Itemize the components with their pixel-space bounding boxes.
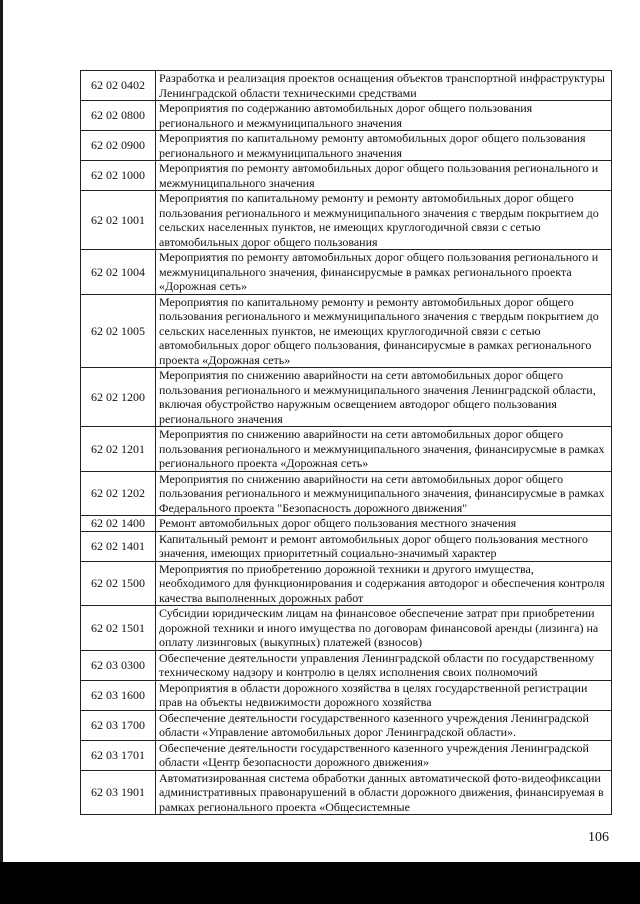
row-code: 62 03 1701: [81, 740, 156, 770]
row-description: Мероприятия по капитальному ремонту и ремонту автомобильных дорог общего пользования регионального и межмуниципального значения с твердым покрытием до сельских населенных пунктов, не имеющих круглогодичной связи с сетью автомобильных дорог общего пользования: [156, 191, 612, 250]
table-row: [81, 650, 612, 680]
row-code: 62 03 1700: [81, 710, 156, 740]
row-description: Субсидии юридическим лицам на финансовое обеспечение затрат при приобретении дорожной техники и иного имущества по договорам финансовой аренды (лизинга) на оплату лизинговых (выкупных) платежей (взносов): [156, 606, 612, 651]
row-code: 62 03 1901: [81, 770, 156, 815]
table-row: [81, 740, 612, 770]
row-description: Мероприятия по капитальному ремонту автомобильных дорог общего пользования регионального и межмуниципального значения: [156, 131, 612, 161]
row-description: Мероприятия по капитальному ремонту и ремонту автомобильных дорог общего пользования регионального и межмуниципального значения с твердым покрытием до сельских населенных пунктов, не имеющих круглогодичной связи с сетью автомобильных дорог общего пользования, финансирусмые в рамках регионального проекта «Дорожная сеть»: [156, 294, 612, 368]
table-row: [81, 131, 612, 161]
row-description: Мероприятия по снижению аварийности на сети автомобильных дорог общего пользования регионального и межмуниципального значения, финансирусмые в рамках регионального проекта «Дорожная сеть»: [156, 427, 612, 472]
row-description: Мероприятия по снижению аварийности на сети автомобильных дорог общего пользования регионального и межмуниципального значения, финансирусмые в рамках Федерального проекта "Безопасность дорожного движения": [156, 471, 612, 516]
table-row: [81, 710, 612, 740]
row-code: 62 02 1400: [81, 516, 156, 532]
row-code: 62 02 0402: [81, 71, 156, 101]
table-row: [81, 101, 612, 131]
table-row: [81, 71, 612, 101]
row-description: Мероприятия в области дорожного хозяйства в целях государственной регистрации прав на объекты недвижимости дорожного хозяйства: [156, 680, 612, 710]
row-description: Автоматизированная система обработки данных автоматической фото-видеофиксации административных правонарушений в области дорожного движения, финансируемая в рамках регионального проекта «Общесистемные: [156, 770, 612, 815]
scan-left-edge: [0, 0, 3, 862]
row-code: 62 02 1501: [81, 606, 156, 651]
row-description: Обеспечение деятельности государственного казенного учреждения Ленинградской области «Центр безопасности дорожного движения»: [156, 740, 612, 770]
table-row: [81, 427, 612, 472]
row-code: 62 03 1600: [81, 680, 156, 710]
row-description: Ремонт автомобильных дорог общего пользования местного значения: [156, 516, 612, 532]
table-body: [81, 71, 612, 815]
table-row: [81, 531, 612, 561]
table-row: [81, 368, 612, 427]
table-row: [81, 294, 612, 368]
budget-codes-table: [80, 70, 612, 815]
table-row: [81, 191, 612, 250]
table-row: [81, 561, 612, 606]
table-row: [81, 680, 612, 710]
row-code: 62 02 0900: [81, 131, 156, 161]
budget-codes-table-container: [80, 70, 611, 815]
row-description: Капитальный ремонт и ремонт автомобильных дорог общего пользования местного значения, имеющих приоритетный социально-значимый характер: [156, 531, 612, 561]
row-description: Мероприятия по ремонту автомобильных дорог общего пользования регионального и межмуниципального значения: [156, 161, 612, 191]
table-row: [81, 471, 612, 516]
row-code: 62 02 1201: [81, 427, 156, 472]
row-code: 62 02 1200: [81, 368, 156, 427]
row-description: Мероприятия по содержанию автомобильных дорог общего пользования регионального и межмуниципального значения: [156, 101, 612, 131]
row-code: 62 02 1401: [81, 531, 156, 561]
row-code: 62 03 0300: [81, 650, 156, 680]
row-code: 62 02 1001: [81, 191, 156, 250]
row-description: Разработка и реализация проектов оснащения объектов транспортной инфраструктуры Ленинградской области техническими средствами: [156, 71, 612, 101]
row-description: Обеспечение деятельности государственного казенного учреждения Ленинградской области «Управление автомобильных дорог Ленинградской области».: [156, 710, 612, 740]
row-description: Мероприятия по приобретению дорожной техники и другого имущества, необходимого для функционирования и содержания автодорог и обеспечения контроля качества выполненных дорожных работ: [156, 561, 612, 606]
scan-bottom-bar: [0, 862, 640, 904]
row-code: 62 02 0800: [81, 101, 156, 131]
row-code: 62 02 1500: [81, 561, 156, 606]
row-description: Мероприятия по ремонту автомобильных дорог общего пользования регионального и межмуниципального значения, финансирусмые в рамках регионального проекта «Дорожная сеть»: [156, 250, 612, 295]
table-row: [81, 161, 612, 191]
table-row: [81, 770, 612, 815]
row-code: 62 02 1000: [81, 161, 156, 191]
row-description: Мероприятия по снижению аварийности на сети автомобильных дорог общего пользования регионального и межмуниципального значения Ленинградской области, включая обустройство наружным освещением автодорог общего пользования регионального значения: [156, 368, 612, 427]
table-row: [81, 250, 612, 295]
page-number: 106: [588, 830, 609, 845]
row-description: Обеспечение деятельности управления Ленинградской области по государственному техническому надзору и контролю в целях исполнения своих полномочий: [156, 650, 612, 680]
row-code: 62 02 1005: [81, 294, 156, 368]
table-row: [81, 516, 612, 532]
row-code: 62 02 1004: [81, 250, 156, 295]
row-code: 62 02 1202: [81, 471, 156, 516]
table-row: [81, 606, 612, 651]
